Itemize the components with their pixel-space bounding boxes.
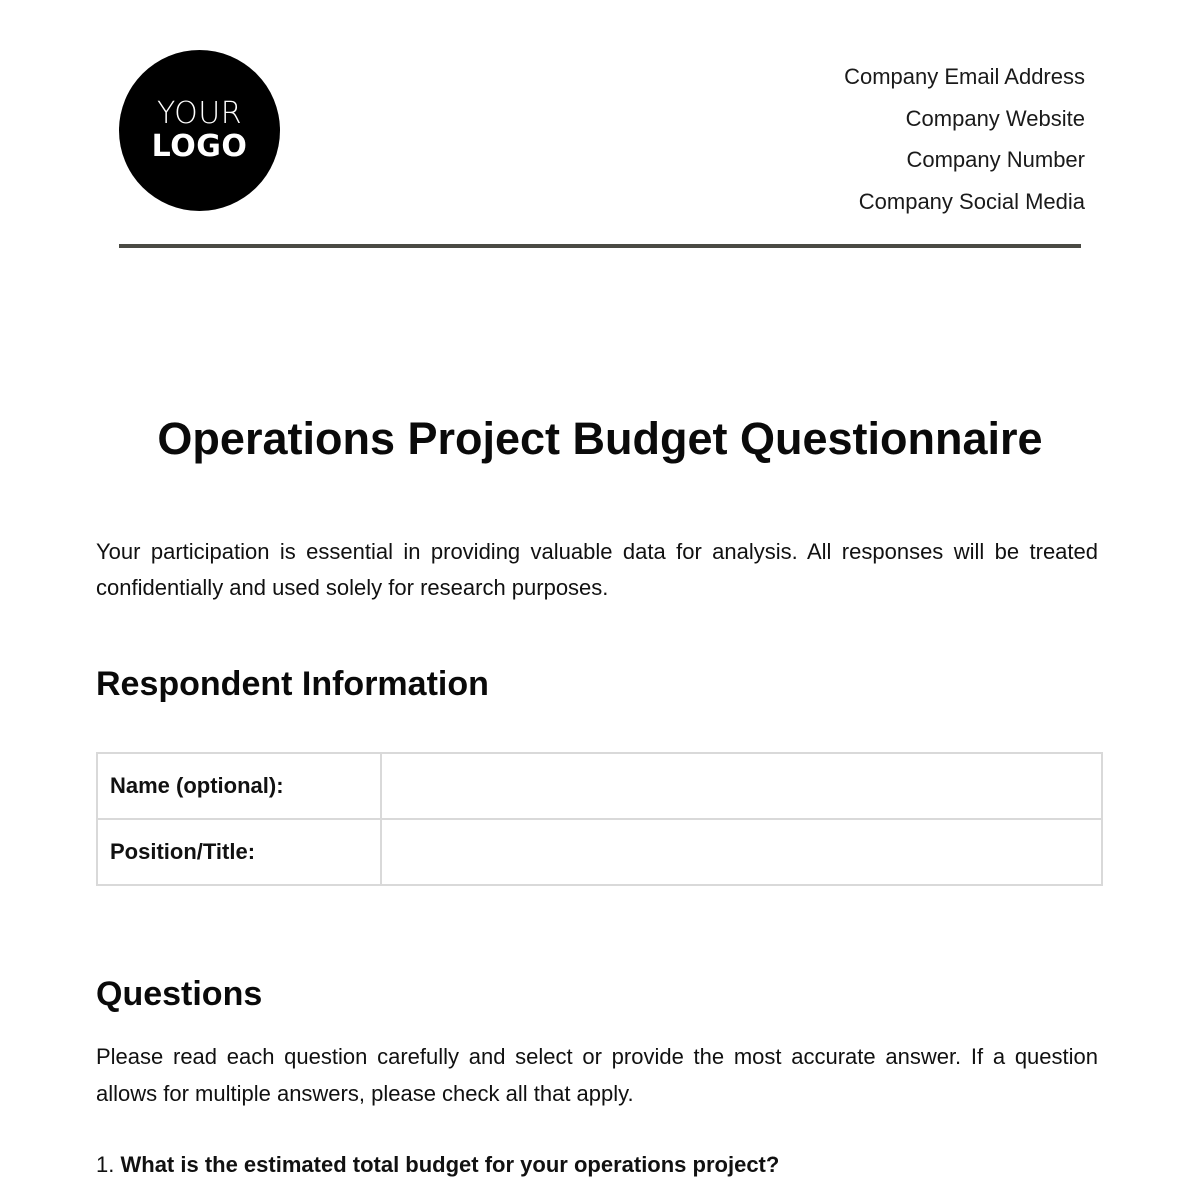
question-text: What is the estimated total budget for your operations project?: [120, 1152, 780, 1177]
company-number: Company Number: [906, 147, 1085, 172]
company-social-media: Company Social Media: [858, 188, 1085, 214]
logo-text-your: YOUR: [156, 96, 243, 131]
name-field[interactable]: [381, 753, 1102, 819]
table-row: [97, 819, 1102, 885]
logo-text-logo: LOGO: [151, 129, 248, 164]
position-title-label: Position/Title:: [97, 819, 381, 885]
company-logo: [119, 50, 280, 211]
company-website: Company Website: [905, 105, 1085, 131]
questions-instructions: Please read each question carefully and select or provide the most accurate answer. If a question allows for multiple answers, please check all that apply.: [96, 1044, 1098, 1106]
intro-paragraph: Your participation is essential in providing valuable data for analysis. All responses will be treated confidentially and used solely for research purposes.: [96, 539, 1098, 600]
respondent-info-table: [96, 752, 1103, 886]
table-row: [97, 753, 1102, 819]
questions-heading: Questions: [96, 975, 263, 1013]
question-item: [96, 1150, 779, 1180]
document-title: Operations Project Budget Questionnaire: [157, 413, 1043, 464]
company-contact-block: [844, 56, 1085, 222]
header-divider: [119, 244, 1081, 248]
position-title-field[interactable]: [381, 819, 1102, 885]
question-number: 1.: [96, 1152, 115, 1177]
company-email: Company Email Address: [844, 64, 1085, 89]
name-label: Name (optional):: [97, 753, 381, 819]
respondent-info-heading: Respondent Information: [96, 665, 489, 703]
